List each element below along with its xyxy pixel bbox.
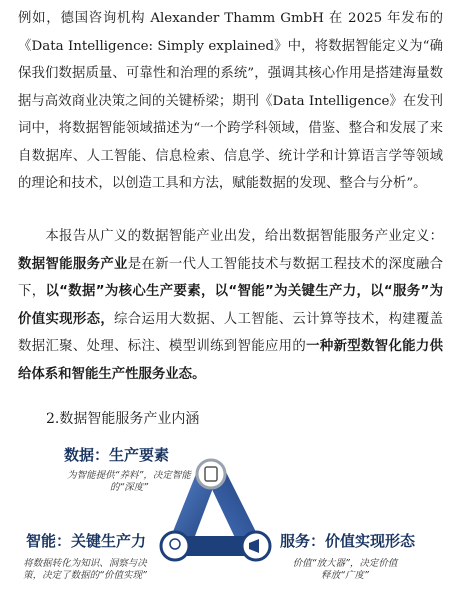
top-node: [197, 460, 225, 488]
left-node: [161, 532, 189, 560]
right-desc: 价值“放大器”，决定价值释放“广度”: [292, 558, 398, 581]
definition-seg1: 是在新一代人工智能技术与数据工程技术的深度融合下，: [18, 256, 444, 299]
left-desc: 将数据转化为知识、洞察与决策，决定了数据的“价值实现”: [23, 558, 147, 581]
top-title: 数据：生产要素: [64, 446, 170, 464]
definition-seg2: 以“数据”为核心生产要素，以“智能”为关键生产力，以“服务”为价值实现形态，: [18, 284, 443, 327]
definition-seg4: 一种新型数智化能力供给体系和智能生产性服务业态。: [18, 339, 443, 382]
definition-paragraph: [18, 223, 443, 388]
right-title: 服务：价值实现形态: [280, 532, 416, 550]
section-heading: 2.数据智能服务产业内涵: [46, 411, 200, 427]
triangle-diagram: [0, 432, 461, 592]
intro-paragraph: 例如，德国咨询机构 Alexander Thamm GmbH 在 2025 年发布的《Data Intelligence: Simply explained》中，将数据智能定义为“确保我们数据质量、可靠性和治理的系统”，强调其核心作用是搭建海量数据与高效商业决策之间的关键桥梁；期刊《Data Intelligence》在发刊词中，将数据智能领域描述为“一个跨学科领域，借鉴、整合和发展了来自数据库、人工智能、信息检索、信息学、统计学和计算语言学等领域的理论和技术，以创造工具和方法，赋能数据的发现、整合与分析”。: [18, 11, 443, 191]
definition-lead: 本报告从广义的数据智能产业出发，给出数据智能服务产业定义：: [45, 229, 443, 244]
definition-term: 数据智能服务产业: [18, 256, 128, 272]
left-title: 智能：关键生产力: [26, 532, 147, 550]
definition-seg3: 综合运用大数据、人工智能、云计算等技术，构建覆盖数据汇聚、处理、标注、模型训练到智能应用的: [18, 311, 444, 354]
top-desc: 为智能提供“养料”，决定智能的“深度”: [67, 470, 191, 493]
